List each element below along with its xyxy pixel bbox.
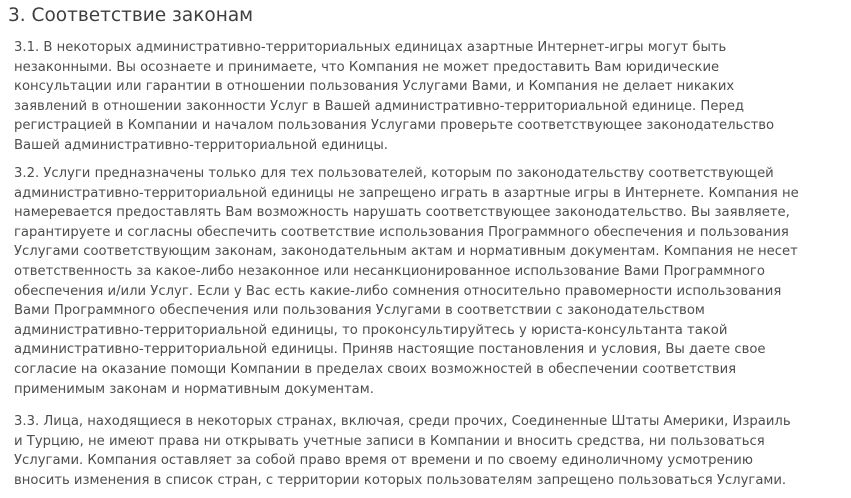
text-line: административно-территориальной единицы, то проконсультируйтесь у юриста-консультанта такой	[14, 322, 728, 338]
text-line: регистрацией в Компании и началом пользования Услугами проверьте соответствующее законодательство	[14, 118, 775, 134]
text-line: административно-территориальной единицы не запрещено играть в азартные игры в Интернете. Компания не	[14, 185, 799, 201]
section-title: 3. Соответствие законам	[8, 5, 254, 26]
text-line: 3.1. В некоторых административно-территориальных единицах азартные Интернет-игры могут быть	[14, 40, 727, 55]
paragraph-3-3	[14, 412, 791, 490]
text-line: административно-территориальной единицы. Приняв настоящие постановления и условия, Вы даете свое	[14, 342, 766, 358]
text-line: гарантируете и согласны обеспечить соответствие использования Программного обеспечения и пользования	[14, 224, 789, 240]
text-line: Услугами. Компания оставляет за собой право время от времени и по своему единоличному усмотрению	[14, 453, 753, 469]
text-line: 3.2. Услуги предназначены только для тех пользователей, которым по законодательству соответствующей	[14, 166, 774, 181]
text-line: 3.3. Лица, находящиеся в некоторых странах, включая, среди прочих, Соединенные Штаты Америки, Израиль	[14, 414, 791, 429]
text-line: применимым законам и нормативным документам.	[14, 381, 374, 397]
text-line: ответственность за какое-либо незаконное или несанкционированное использование Вами Программного	[14, 263, 765, 279]
text-line: незаконными. Вы осознаете и принимаете, что Компания не может предоставить Вам юридические	[14, 59, 720, 75]
paragraph-3-1	[14, 38, 774, 156]
paragraph-3-2	[14, 164, 799, 399]
text-line: обеспечения и/или Услуг. Если у Вас есть какие-либо сомнения относительно правомерности использования	[14, 283, 782, 299]
text-line: консультации или гарантии в отношении пользования Услугами Вами, и Компания не делает никаких	[14, 79, 735, 95]
text-line: заявлений в отношении законности Услуг в Вашей административно-территориальной единице. Перед	[14, 98, 745, 114]
text-line: и Турцию, не имеют права ни открывать учетные записи в Компании и вносить средства, ни пользоваться	[14, 433, 765, 449]
text-line: Вашей административно-территориальной единицы.	[14, 137, 388, 153]
text-line: намеревается предоставлять Вам возможность нарушать соответствующее законодательство. Вы заявляете,	[14, 205, 790, 221]
text-line: вносить изменения в список стран, с территории которых пользователям запрещено пользоваться Услугами.	[14, 472, 787, 488]
text-line: Услугами соответствующим законам, законодательным актам и нормативным документам. Компания не несет	[14, 244, 798, 260]
text-line: согласие на оказание помощи Компании в пределах своих возможностей в обеспечении соответствия	[14, 361, 737, 377]
text-line: Вами Программного обеспечения или пользования Услугами в соответствии с законодательством	[14, 303, 705, 319]
